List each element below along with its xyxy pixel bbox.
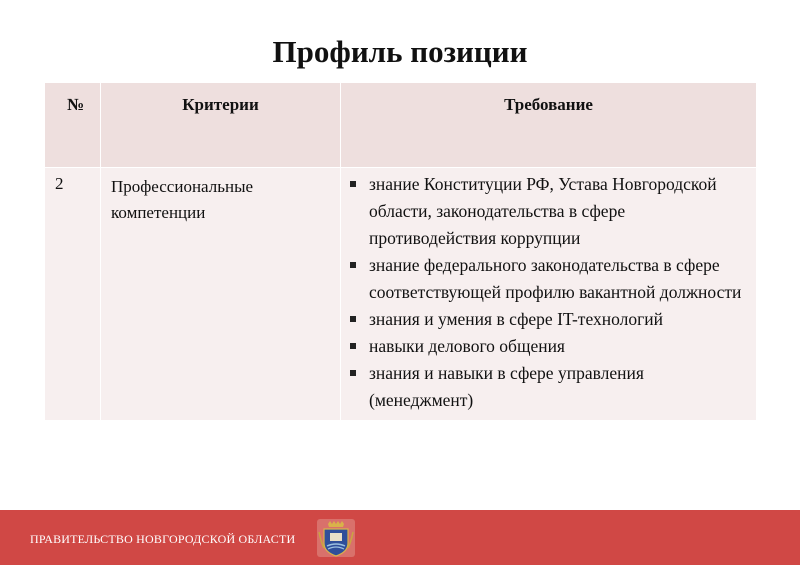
footer-text: ПРАВИТЕЛЬСТВО НОВГОРОДСКОЙ ОБЛАСТИ bbox=[30, 532, 296, 546]
requirement-list bbox=[349, 171, 748, 414]
requirement-item bbox=[349, 306, 748, 333]
coat-of-arms-icon bbox=[316, 518, 356, 558]
requirement-item bbox=[349, 252, 748, 306]
header-num: № bbox=[45, 83, 101, 168]
table-header-row bbox=[45, 83, 757, 168]
bullet-icon bbox=[350, 370, 356, 376]
requirement-text: знания и навыки в сфере управления (менеджмент) bbox=[369, 363, 644, 410]
header-requirement: Требование bbox=[341, 83, 757, 168]
requirement-text: знание Конституции РФ, Устава Новгородской области, законодательства в сфере противодействия коррупции bbox=[369, 174, 717, 248]
requirement-item bbox=[349, 171, 748, 252]
row-criteria: Профессиональные компетенции bbox=[101, 168, 341, 421]
footer-bar bbox=[0, 510, 800, 565]
requirement-text: знания и умения в сфере IT-технологий bbox=[369, 309, 664, 329]
bullet-icon bbox=[350, 316, 356, 322]
bullet-icon bbox=[350, 181, 356, 187]
row-num: 2 bbox=[45, 168, 101, 421]
requirement-text: знание федерального законодательства в сфере соответствующей профилю вакантной должности bbox=[369, 255, 742, 302]
header-criteria: Критерии bbox=[101, 83, 341, 168]
profile-table bbox=[44, 82, 757, 421]
requirement-item bbox=[349, 360, 748, 414]
requirement-text: навыки делового общения bbox=[369, 336, 565, 356]
bullet-icon bbox=[350, 343, 356, 349]
row-requirements bbox=[341, 168, 757, 421]
table-row bbox=[45, 168, 757, 421]
requirement-item bbox=[349, 333, 748, 360]
bullet-icon bbox=[350, 262, 356, 268]
page-title: Профиль позиции bbox=[272, 34, 528, 69]
